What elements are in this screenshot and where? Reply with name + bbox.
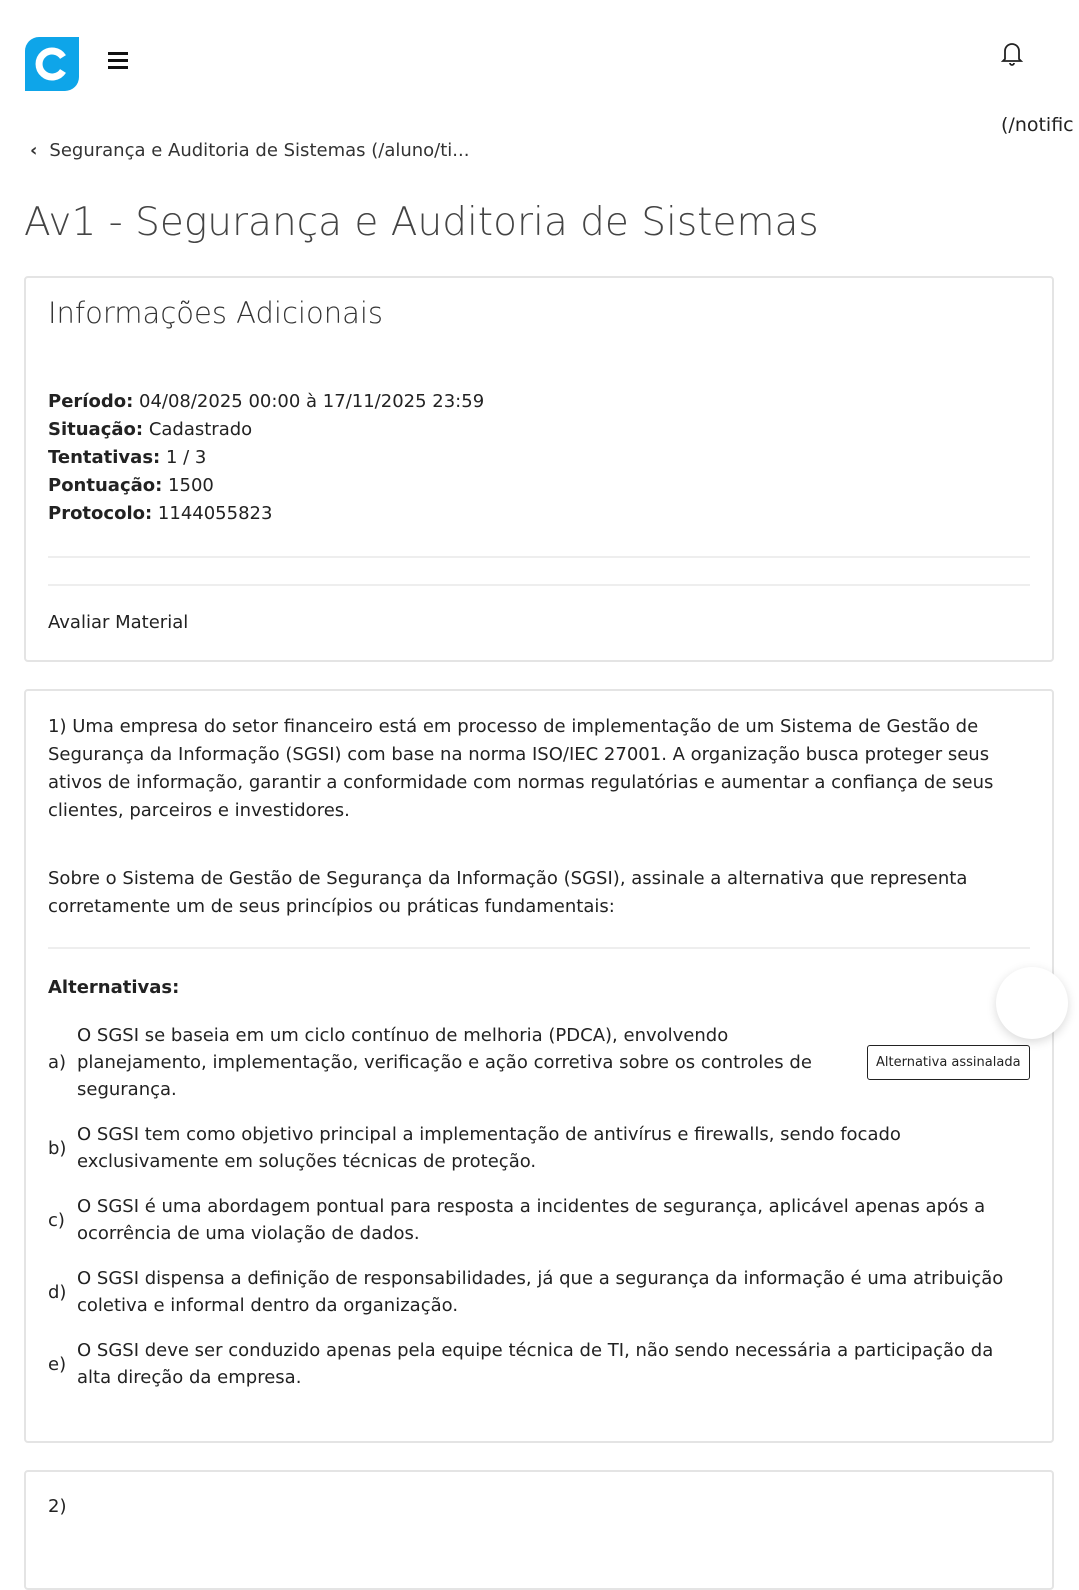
info-row [48,500,1030,528]
info-label: Situação: [48,419,144,440]
alternative-d[interactable] [48,1265,1030,1319]
question-2-card [24,1470,1054,1590]
rate-material-link[interactable]: Avaliar Material [48,612,189,633]
question-prompt: Sobre o Sistema de Gestão de Segurança da Informação (SGSI), assinale a alternativa que representa corretamente um de seus princípios ou práticas fundamentais: [48,868,968,917]
info-title: Informações Adicionais [48,296,384,330]
alternative-letter: d) [48,1281,67,1303]
info-label: Pontuação: [48,475,163,496]
question-card [24,689,1054,1443]
info-card [24,276,1054,662]
info-row [48,388,1030,416]
info-row [48,444,1030,472]
logo-icon [32,44,72,84]
info-value: 1 / 3 [160,447,207,468]
info-value: 1500 [162,475,214,496]
info-label: Protocolo: [48,503,153,524]
alternatives-label: Alternativas: [48,977,180,998]
alternative-letter: e) [48,1353,67,1375]
alternative-text: O SGSI dispensa a definição de responsabilidades, já que a segurança da informação é uma atribuição coletiva e informal dentro da organização. [77,1268,1004,1316]
help-float-button[interactable] [996,967,1068,1039]
alternative-c[interactable] [48,1193,1030,1247]
info-value: 1144055823 [152,503,273,524]
info-row [48,472,1030,500]
info-value: Cadastrado [143,419,253,440]
notifications-link[interactable]: (/notific [1001,114,1074,136]
breadcrumb[interactable] [30,140,469,161]
question-number: 2) [48,1496,67,1517]
chevron-left-icon: ‹ [30,140,38,161]
alternative-letter: b) [48,1137,67,1159]
info-row [48,416,1030,444]
alternative-letter: a) [48,1052,67,1073]
alternative-text: O SGSI é uma abordagem pontual para resposta a incidentes de segurança, aplicável apenas após a ocorrência de uma violação de dados. [77,1196,986,1244]
alternative-b[interactable] [48,1121,1030,1175]
alternative-text: O SGSI tem como objetivo principal a implementação de antivírus e firewalls, sendo focado exclusivamente em soluções técnicas de proteção. [77,1124,901,1172]
info-label: Período: [48,391,134,412]
alternative-e[interactable] [48,1337,1030,1391]
info-list [48,388,1030,528]
alternative-text: O SGSI se baseia em um ciclo contínuo de melhoria (PDCA), envolvendo planejamento, implementação, verificação e ação corretiva sobre os controles de segurança. [77,1025,812,1100]
alternative-letter: c) [48,1209,65,1231]
question-text: 1) Uma empresa do setor financeiro está em processo de implementação de um Sistema de Gestão de Segurança da Informação (SGSI) com base na norma ISO/IEC 27001. A organização busca proteger seus ativos de informação, garantir a conformidade com normas regulatórias e aumentar a confiança de seus clientes, parceiros e investidores. [48,716,994,821]
alternative-text: O SGSI deve ser conduzido apenas pela equipe técnica de TI, não sendo necessária a participação da alta direção da empresa. [77,1340,994,1388]
page-title: Av1 - Segurança e Auditoria de Sistemas [24,200,819,245]
info-label: Tentativas: [48,447,161,468]
bell-icon[interactable] [1000,40,1024,66]
alternative-a[interactable] [48,1022,1030,1103]
selected-badge: Alternativa assinalada [867,1045,1030,1080]
breadcrumb-label: Segurança e Auditoria de Sistemas (/aluno/ti... [49,140,470,161]
logo[interactable] [25,37,79,91]
info-value: 04/08/2025 00:00 à 17/11/2025 23:59 [133,391,485,412]
menu-icon[interactable] [108,52,128,70]
